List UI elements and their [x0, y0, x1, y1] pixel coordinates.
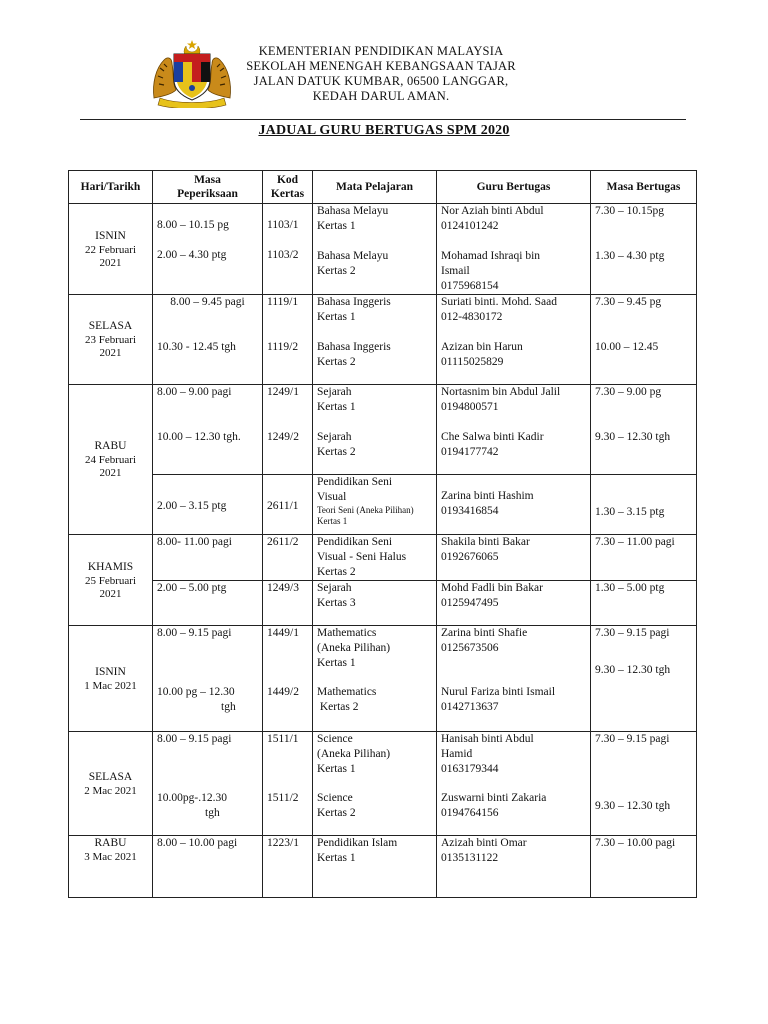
subject-cell: Sejarah Kertas 3	[313, 581, 437, 626]
col-header-paper-code: Kod Kertas	[263, 171, 313, 204]
paper-code-cell: 1249/3	[263, 581, 313, 626]
table-row	[69, 385, 697, 475]
subject-cell: Bahasa Inggeris Kertas 1 Bahasa Inggeris Kertas 2	[313, 295, 437, 385]
duty-time-cell: 1.30 – 3.15 ptg	[591, 475, 697, 535]
subject-cell: Pendidikan Seni Visual - Seni Halus Kertas 2	[313, 535, 437, 581]
exam-time-cell: 2.00 – 5.00 ptg	[153, 581, 263, 626]
exam-time-cell: 8.00 – 9.15 pagi 10.00pg-.12.30 tgh	[153, 732, 263, 836]
teacher-cell: Suriati binti. Mohd. Saad 012-4830172 Azizan bin Harun 01115025829	[437, 295, 591, 385]
col-header-day: Hari/Tarikh	[69, 171, 153, 204]
col-header-teacher: Guru Bertugas	[437, 171, 591, 204]
header-divider	[80, 119, 686, 120]
day-cell: RABU 24 Februari 2021	[69, 385, 153, 535]
subject-cell: Pendidikan Islam Kertas 1	[313, 836, 437, 898]
day-cell: KHAMIS 25 Februari 2021	[69, 535, 153, 626]
duty-time-cell: 7.30 – 9.15 pagi 9.30 – 12.30 tgh	[591, 732, 697, 836]
teacher-cell: Zarina binti Shafie 0125673506 Nurul Fariza binti Ismail 0142713637	[437, 626, 591, 732]
paper-code-cell: 1223/1	[263, 836, 313, 898]
teacher-cell: Mohd Fadli bin Bakar 0125947495	[437, 581, 591, 626]
paper-code-cell: 2611/2	[263, 535, 313, 581]
teacher-cell: Hanisah binti Abdul Hamid 0163179344 Zuswarni binti Zakaria 0194764156	[437, 732, 591, 836]
paper-code-cell: 1449/1 1449/2	[263, 626, 313, 732]
exam-time-cell: 8.00 – 9.45 pagi 10.30 - 12.45 tgh	[153, 295, 263, 385]
table-row	[69, 295, 697, 385]
table-header-row	[69, 171, 697, 204]
table-row	[69, 475, 697, 535]
exam-time-cell: 2.00 – 3.15 ptg	[153, 475, 263, 535]
subject-cell: Mathematics (Aneka Pilihan) Kertas 1 Mathematics Kertas 2	[313, 626, 437, 732]
ministry-name: KEMENTERIAN PENDIDIKAN MALAYSIA	[258, 44, 504, 58]
table-row	[69, 535, 697, 581]
table-row	[69, 836, 697, 898]
subject-cell: Science (Aneka Pilihan) Kertas 1 Science Kertas 2	[313, 732, 437, 836]
school-name: SEKOLAH MENENGAH KEBANGSAAN TAJAR	[246, 59, 516, 73]
paper-code-cell: 1511/1 1511/2	[263, 732, 313, 836]
duty-time-cell: 7.30 – 9.45 pg 10.00 – 12.45	[591, 295, 697, 385]
exam-time-cell: 8.00 – 9.15 pagi 10.00 pg – 12.30 tgh	[153, 626, 263, 732]
day-cell: ISNIN 22 Februari 2021	[69, 204, 153, 295]
paper-code-cell: 2611/1	[263, 475, 313, 535]
teacher-cell: Azizah binti Omar 0135131122	[437, 836, 591, 898]
exam-time-cell: 8.00- 11.00 pagi	[153, 535, 263, 581]
subject-cell: Pendidikan Seni Visual Teori Seni (Aneka Pilihan) Kertas 1	[313, 475, 437, 535]
school-header	[236, 44, 526, 104]
table-row	[69, 626, 697, 732]
table-row	[69, 732, 697, 836]
day-cell: ISNIN 1 Mac 2021	[69, 626, 153, 732]
address-line-1: JALAN DATUK KUMBAR, 06500 LANGGAR,	[253, 74, 509, 88]
duty-time-cell: 7.30 – 10.15pg 1.30 – 4.30 ptg	[591, 204, 697, 295]
teacher-cell: Nortasnim bin Abdul Jalil 0194800571 Che Salwa binti Kadir 0194177742	[437, 385, 591, 475]
exam-time-cell: 8.00 – 10.15 pg 2.00 – 4.30 ptg	[153, 204, 263, 295]
teacher-cell: Nor Aziah binti Abdul 0124101242 Mohamad Ishraqi bin Ismail 0175968154	[437, 204, 591, 295]
paper-code-cell: 1119/1 1119/2	[263, 295, 313, 385]
duty-time-cell: 7.30 – 11.00 pagi	[591, 535, 697, 581]
coat-of-arms-logo	[146, 38, 238, 108]
col-header-duty-time: Masa Bertugas	[591, 171, 697, 204]
table-row	[69, 581, 697, 626]
exam-time-cell: 8.00 – 10.00 pagi	[153, 836, 263, 898]
subject-cell: Bahasa Melayu Kertas 1 Bahasa Melayu Kertas 2	[313, 204, 437, 295]
col-header-exam-time: Masa Peperiksaan	[153, 171, 263, 204]
document-title: JADUAL GURU BERTUGAS SPM 2020	[258, 123, 510, 138]
exam-time-cell: 8.00 – 9.00 pagi 10.00 – 12.30 tgh.	[153, 385, 263, 475]
address-line-2: KEDAH DARUL AMAN.	[312, 89, 450, 103]
teacher-cell: Shakila binti Bakar 0192676065	[437, 535, 591, 581]
duty-time-cell: 7.30 – 10.00 pagi	[591, 836, 697, 898]
teacher-cell: Zarina binti Hashim 0193416854	[437, 475, 591, 535]
col-header-subject: Mata Pelajaran	[313, 171, 437, 204]
duty-schedule-table	[68, 170, 697, 898]
day-cell: RABU 3 Mac 2021	[69, 836, 153, 898]
table-row	[69, 204, 697, 295]
paper-code-cell: 1249/1 1249/2	[263, 385, 313, 475]
duty-time-cell: 7.30 – 9.00 pg 9.30 – 12.30 tgh	[591, 385, 697, 475]
day-cell: SELASA 23 Februari 2021	[69, 295, 153, 385]
duty-time-cell: 7.30 – 9.15 pagi 9.30 – 12.30 tgh	[591, 626, 697, 732]
subject-cell: Sejarah Kertas 1 Sejarah Kertas 2	[313, 385, 437, 475]
duty-time-cell: 1.30 – 5.00 ptg	[591, 581, 697, 626]
day-cell: SELASA 2 Mac 2021	[69, 732, 153, 836]
paper-code-cell: 1103/1 1103/2	[263, 204, 313, 295]
